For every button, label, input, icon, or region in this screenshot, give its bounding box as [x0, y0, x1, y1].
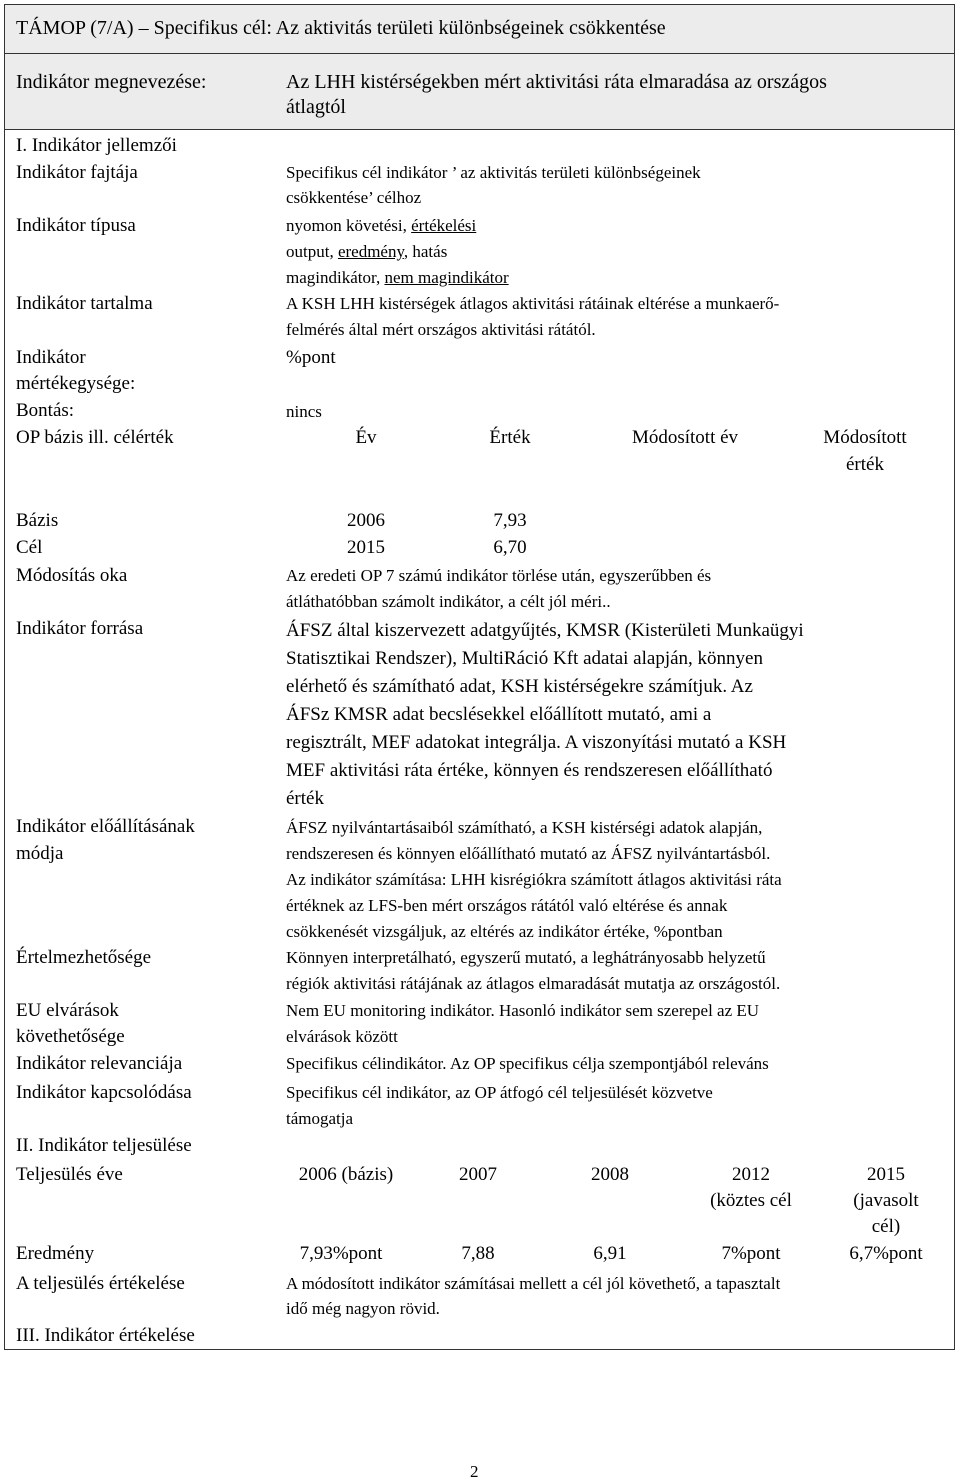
teljesules-year-4: 2012: [732, 1164, 770, 1185]
modositas-label: Módosítás oka: [16, 565, 128, 586]
forras-line: ÁFSZ által kiszervezett adatgyűjtés, KMSR (Kisterületi Munkaügyi: [286, 620, 804, 641]
cel-ev: 2015: [347, 537, 385, 558]
ertelmezhetoseg-label: Értelmezhetősége: [16, 947, 152, 968]
teljesules-year-5-note-cont: cél): [871, 1216, 901, 1237]
op-header-ev: Év: [355, 427, 377, 448]
tipusa-line-1: nyomon követési, értékelési: [286, 216, 477, 235]
op-header-label: OP bázis ill. célérték: [16, 427, 174, 448]
tipusa-label: Indikátor típusa: [16, 215, 136, 236]
fajtaja-value: Specifikus cél indikátor ’ az aktivitás területi különbségeinek: [286, 163, 701, 182]
teljesules-year-3: 2008: [591, 1164, 629, 1185]
forras-line: elérhető és számítható adat, KSH kistérségekre számítjuk. Az: [286, 676, 753, 697]
tartalma-value-cont: felmérés által mért országos aktivitási rátától.: [286, 320, 596, 339]
teljesules-label: Teljesülés éve: [16, 1164, 123, 1185]
eredmeny-value-3: 6,91: [593, 1243, 627, 1264]
kapcsolodas-value: Specifikus cél indikátor, az OP átfogó cél teljesülését közvetve: [286, 1083, 713, 1102]
bontas-label: Bontás:: [16, 400, 75, 421]
document-title: TÁMOP (7/A) – Specifikus cél: Az aktivitás területi különbségeinek csökkentése: [16, 17, 666, 39]
eu-value-cont: elvárások között: [286, 1027, 398, 1046]
op-header-mod-ertek-cont: érték: [846, 454, 884, 475]
eloallitas-line: értéknek az LFS-ben mért országos rátától való eltérése és annak: [286, 896, 728, 915]
forras-line: Statisztikai Rendszer), MultiRáció Kft adatai alapján, könnyen: [286, 648, 763, 669]
op-header-ertek: Érték: [489, 427, 531, 448]
tartalma-label: Indikátor tartalma: [16, 293, 153, 314]
eredmeny-value-1: 7,93%pont: [299, 1243, 383, 1264]
mertekegyseg-label: Indikátor: [16, 347, 86, 368]
teljesules-year-5-note: (javasolt: [853, 1190, 919, 1211]
forras-line: regisztrált, MEF adatokat integrálja. A viszonyítási mutató a KSH: [286, 732, 787, 753]
eloallitas-line: Az indikátor számítása: LHH kisrégiókra számított átlagos aktivitási ráta: [286, 870, 782, 889]
eloallitas-label-cont: módja: [16, 843, 64, 864]
eredmeny-value-2: 7,88: [461, 1243, 495, 1264]
eloallitas-label: Indikátor előállításának: [16, 816, 195, 837]
cel-label: Cél: [16, 537, 43, 558]
eu-value: Nem EU monitoring indikátor. Hasonló indikátor sem szerepel az EU: [286, 1001, 760, 1020]
forras-line: MEF aktivitási ráta értéke, könnyen és rendszeresen előállítható: [286, 760, 773, 781]
mertekegyseg-value: %pont: [286, 347, 336, 368]
relevancia-value: Specifikus célindikátor. Az OP specifikus célja szempontjából releváns: [286, 1054, 769, 1073]
ertekeles-value-cont: idő még nagyon rövid.: [286, 1299, 440, 1318]
teljesules-year-2: 2007: [459, 1164, 497, 1185]
eredmeny-value-5: 6,7%pont: [849, 1243, 923, 1264]
bazis-ertek: 7,93: [493, 510, 527, 531]
eredmeny-label: Eredmény: [16, 1243, 95, 1264]
ertekeles-label: A teljesülés értékelése: [16, 1273, 185, 1294]
bazis-ev: 2006: [347, 510, 385, 531]
eloallitas-line: csökkenését vizsgáljuk, az eltérés az indikátor értéke, %pontban: [286, 922, 723, 941]
eloallitas-line: rendszeresen és könnyen előállítható mutató az ÁFSZ nyilvántartásból.: [286, 844, 771, 863]
tipusa-line-2: output, eredmény, hatás: [286, 242, 448, 261]
kapcsolodas-value-cont: támogatja: [286, 1109, 354, 1128]
eredmeny-value-4: 7%pont: [721, 1243, 781, 1264]
kapcsolodas-label: Indikátor kapcsolódása: [16, 1082, 192, 1103]
teljesules-year-4-note: (köztes cél: [710, 1190, 792, 1211]
section-1-heading: I. Indikátor jellemzői: [16, 135, 177, 156]
modositas-value-cont: átláthatóbban számolt indikátor, a célt jól méri..: [286, 592, 611, 611]
teljesules-year-1: 2006 (bázis): [298, 1164, 394, 1185]
tipusa-line-3: magindikátor, nem magindikátor: [286, 268, 509, 287]
indicator-name-value-cont: átlagtól: [286, 96, 346, 118]
relevancia-label: Indikátor relevanciája: [16, 1053, 183, 1074]
eu-label-cont: követhetősége: [16, 1026, 125, 1047]
op-header-mod-ev: Módosított év: [631, 427, 739, 448]
forras-label: Indikátor forrása: [16, 618, 144, 639]
fajtaja-value-cont: csökkentése’ célhoz: [286, 188, 422, 207]
bontas-value: nincs: [286, 402, 322, 421]
teljesules-year-5: 2015: [867, 1164, 905, 1185]
tartalma-value: A KSH LHH kistérségek átlagos aktivitási rátáinak eltérése a munkaerő-: [286, 294, 780, 313]
forras-line: ÁFSz KMSR adat becslésekkel előállított mutató, ami a: [286, 704, 712, 725]
modositas-value: Az eredeti OP 7 számú indikátor törlése után, egyszerűbben és: [286, 566, 712, 585]
indicator-name-label: Indikátor megnevezése:: [16, 71, 207, 93]
indicator-name-value: Az LHH kistérségekben mért aktivitási ráta elmaradása az országos: [286, 71, 827, 93]
cel-ertek: 6,70: [493, 537, 527, 558]
bazis-label: Bázis: [16, 510, 59, 531]
page-number: 2: [470, 1462, 479, 1481]
ertekeles-value: A módosított indikátor számításai mellett a cél jól követhető, a tapasztalt: [286, 1274, 781, 1293]
section-3-heading: III. Indikátor értékelése: [16, 1325, 195, 1346]
section-2-heading: II. Indikátor teljesülése: [16, 1135, 192, 1156]
forras-line: érték: [286, 788, 324, 809]
mertekegyseg-label-cont: mértékegysége:: [16, 373, 136, 394]
eu-label: EU elvárások: [16, 1000, 119, 1021]
ertelmezhetoseg-value: Könnyen interpretálható, egyszerű mutató, a leghátrányosabb helyzetű: [286, 948, 766, 967]
ertelmezhetoseg-value-cont: régiók aktivitási rátájának az átlagos elmaradását mutatja az országostól.: [286, 974, 781, 993]
eloallitas-line: ÁFSZ nyilvántartásaiból számítható, a KSH kistérségi adatok alapján,: [286, 818, 763, 837]
fajtaja-label: Indikátor fajtája: [16, 162, 138, 183]
op-header-mod-ertek: Módosított: [823, 427, 907, 448]
